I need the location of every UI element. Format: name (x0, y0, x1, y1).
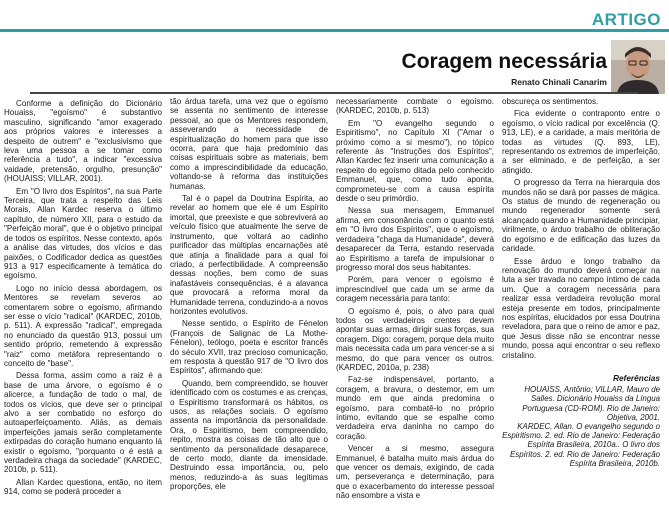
paragraph: obscureça os sentimentos. (502, 97, 599, 106)
article-title: Coragem necessária (401, 50, 607, 73)
reference-item: KARDEC, Allan. O evangelho segundo o Espiritismo. 2. ed. Rio de Janeiro: Federação Espírita Brasileira, 2010a.. O livro dos Espíritos. 2. ed. Rio de Janeiro: Federação Espírita Brasileira, 2010b. (502, 421, 660, 468)
references-title: Referências (612, 372, 660, 383)
paragraph: tão árdua tarefa, uma vez que o egoísmo se assenta no sentimento de interesse pessoal, ao que os Mentores respondem, asseverando a necessidade de espiritualização do homem para que isso ocorra, para que haja predomínio das coisas espirituais sobre as materiais, bem como a imprescindibilidade da educação, voltando-se à reforma das instituições humanas. (170, 97, 328, 191)
paragraph: Allan Kardec questiona, então, no item 914, como se poderá proceder a (4, 477, 162, 497)
section-header-bar (0, 8, 669, 32)
quote-paragraph: necessariamente combate o egoísmo. (KARDEC, 2010b, p. 513) (336, 97, 494, 116)
paragraph: Nesse sentido, o Espírito de Fénelon (François de Salignac de La Mothe-Fénelon), teólogo, poeta e escritor francês do século XVII, traz precioso comunicação, em resposta à questão 917 de "O livro dos Espíritos", afirmando que: (170, 319, 328, 376)
paragraph: Porém, para vencer o egoísmo é imprescindível que cada um se arme da coragem necessária para tanto: (336, 275, 494, 304)
paragraph: Em "O livro dos Espíritos", na sua Parte Terceira, que trata a respeito das Leis Morais, Allan Kardec reserva o último capítulo, de número XII, para o estudo da "Perfeição moral", que é o objetivo principal de todos os espíritos. Nesse contexto, após a análise das virtudes, dos vícios e das paixões, o Codificador dedica as questões 913 a 917 especificamente à temática do egoísmo. (4, 186, 162, 281)
paragraph: Faz-se indispensável, portanto, a coragem, a bravura, o destemor, em um mundo em que ainda predomina o egoísmo, para combatê-lo no próprio íntimo, evitando que se espalhe como verdadeira erva daninha no campo do coração. (336, 375, 494, 441)
paragraph: Em "O evangelho segundo o Espiritismo", no Capítulo XI ("Amar o próximo como a si mesmo"), no tópico referente às "Instruções dos Espíritos", Allan Kardec fez inserir uma comunicação a respeito do egoísmo ditada pelo conhecido Emmanuel, que, como tudo aponta, comprometeu-se com a causa espírita desde o seu primórdio. (336, 118, 494, 204)
paragraph: Logo no início dessa abordagem, os Mentores se revelam severos ao comentarem sobre o egoísmo, afirmando ser esse o vício "radical" (KARDEC, 2010b, p. 511). A expressão "radical", empregada no enunciado da questão 913, possui um sentido próprio, remetendo à expressão "raiz" como metáfora representando o conceito de "base". (4, 283, 162, 368)
column-2 (170, 97, 328, 527)
paragraph: Dessa forma, assim como a raiz é a base de uma árvore, o egoísmo é o alicerce, a fundação de todo o mal, de todos os vícios, que deve ser o principal alvo a ser combatido no esforço do autoaperfeiçoamento. Aliás, as demais imperfeições jamais serão completamente extirpadas do coração humano enquanto lá existir o egoísmo, "porquanto o é está a verdadeira chaga da sociedade" (KARDEC, 2010b, p. 511). (4, 371, 162, 475)
author-photo (611, 40, 665, 94)
column-4 (502, 97, 660, 527)
paragraph: Tal é o papel da Doutrina Espírita, ao revelar ao homem que ele é um Espírito imortal, que preexiste e que sobreviverá ao veículo físico que atualmente lhe serve de instrumento, que voltará ao cadinho purificador das múltiplas encarnações até que atinja a finalidade para a qual foi criado, a perfectibilidade. A compreensão dessas noções, bem como de suas inafastáveis consequências, é a alavanca que provocará a reforma moral da Humanidade terrena, conduzindo-a a novos horizontes evolutivos. (170, 194, 328, 316)
paragraph: Fica evidente o contraponto entre o egoísmo, o vício radical por excelência (Q. 913, LE), e a caridade, a mais meritória de todas as virtudes (Q. 893, LE), representando os extremos de imperfeição, a ser eliminado, e de perfeição, a ser atingido. (502, 109, 660, 175)
author-portrait-icon (611, 40, 665, 94)
paragraph: O progresso da Terra na hierarquia dos mundos não se dará por passes de mágica. Os status de mundo de regeneração ou mundo regenerador somente será alcançado quando a Humanidade principiar, virilmente, o árduo trabalho de obliteração do egoísmo e de edificação das luzes da caridade. (502, 178, 660, 254)
quote-paragraph: O egoísmo é, pois, o alvo para qual todos os verdadeiros crentes devem apontar suas armas, dirigir suas forças, sua coragem. Digo: coragem, porque dela muito mais necessita cada um para vencer-se a si mesmo, do que para vencer os outros. (KARDEC, 2010a, p. 238) (336, 306, 494, 372)
paragraph: Conforme a definição do Dicionário Houaiss, "egoísmo" é substantivo masculino, significando "amor exagerado aos próprios valores e interesses a despeito de outrem" e "exclusivismo que leva uma pessoa a se tomar como referência a tudo", a indicar "excessiva vaidade, pretensão, orgulho, presunção" (HOUAISS; VILLAR, 2001). (4, 99, 162, 184)
article-author: Renato Chinali Canarim (511, 77, 607, 87)
reference-item: HOUAISS, Antônio; VILLAR, Mauro de Salles. Dicionário Houaiss da Língua Portuguesa (CD-ROM). Rio de Janeiro: Objetiva, 2001. (522, 385, 660, 422)
column-3 (336, 97, 494, 527)
paragraph: Nessa sua mensagem, Emmanuel afirma, em consonância com o quanto está em "O livro dos Espíritos", que o egoísmo, verdadeira "chaga da Humanidade", deverá desaparecer da Terra, estando reservada ao Espiritismo a tarefa de impulsionar o progresso moral dos seus habitantes. (336, 206, 494, 272)
references (502, 374, 660, 468)
quote-paragraph: Quando, bem compreendido, se houver identificado com os costumes e as crenças, o Espiritismo transformará os hábitos, os usos, as relações sociais. O egoísmo assenta na importância da personalidade. Ora, o Espiritismo, bem compreendido, repito, mostra as coisas de tão alto que o sentimento da personalidade desaparece, de certo modo, diante da imensidade. Destruindo essa importância, ou, pelo menos, reduzindo-a às suas legítimas proporções, ele (170, 378, 328, 492)
paragraph: Vencer a si mesmo, assegura Emmanuel, é batalha muito mais árdua do que vencer os demais, exigindo, de cada um, perseverança e determinação, para que o exacerbamento do interesse pessoal não ensombre a vista e (336, 444, 494, 501)
article-body (4, 97, 664, 527)
title-divider (30, 92, 638, 94)
section-tag: ARTIGO (591, 10, 661, 29)
paragraph: Esse árduo e longo trabalho da renovação do mundo deverá começar na luta a ser travada no campo íntimo de cada um. Que a coragem necessária para realizar essa verdadeira revolução moral esteja presente em todos, principalmente nos espíritas, elucidados por essa Doutrina reveladora, para que o reino de amor e paz, que Jesus disse não se encontrar nesse mundo, possa aqui encontrar o seu reflexo cristalino. (502, 256, 660, 360)
column-1 (4, 97, 162, 527)
